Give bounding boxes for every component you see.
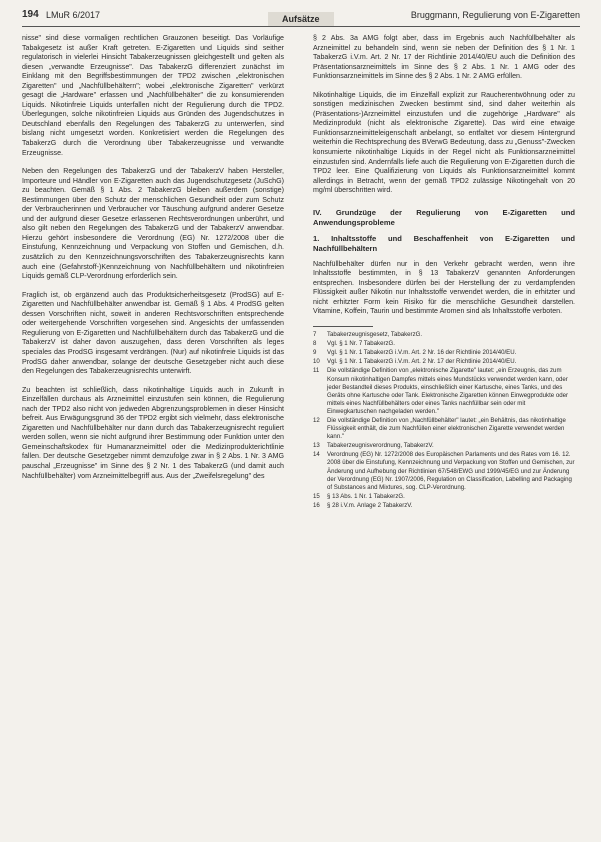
- paragraph: Zu beachten ist schließlich, dass nikotinhaltige Liquids auch in Zukunft in Einzelfällen durchaus als Arzneimittel einzustufen sein können, die Regulierung nach der TPD2 also nicht von jedweden Abgrenzungsproblemen in dieser Hinsicht befreit. Aus Erwägungsgrund 36 der TPD2 ergibt sich vielmehr, dass elektronische Zigaretten und Nachfüllbehälter nur dann durch das Tabakerzeugnisrecht reguliert werden sollen, wenn sie nicht aufgrund ihrer Bestimmung oder Funktion unter den Gemeinschaftskodex für Humanarzneimittel oder die Medizinprodukterichtlinie fallen. Der deutsche Gesetzgeber nimmt demzufolge zwar in § 2 Abs. 1 Nr. 3 AMG pauschal „Erzeugnisse" im Sinne des § 2 Nr. 1 des TabakerzG (und damit auch Nachfüllbehälter) vom Arzneimittelbegriff aus. Aus der „Zweifelsregelung" des: [22, 385, 284, 480]
- footnotes: [313, 331, 575, 510]
- footnote: [313, 451, 575, 491]
- paragraph: Nachfüllbehälter dürfen nur in den Verkehr gebracht werden, wenn ihre Inhaltsstoffe bestimmten, in § 13 TabakerzV genannten Anforderungen entsprechen. Insbesondere dürfen bei der Herstellung der zu verdampfenden Flüssigkeit außer Nikotin nur Inhaltsstoffe verwendet werden, die in erhitzter und nicht erhitzter Form kein Risiko für die menschliche Gesundheit darstellen. Vitamine, Koffein, Taurin und bestimmte Aromen sind als Inhaltsstoffe verboten.: [313, 259, 575, 316]
- footnote-number: 8: [313, 340, 317, 348]
- footnote: [313, 502, 575, 510]
- right-column: [313, 34, 575, 511]
- footnote-text: Vgl. § 1 Nr. 7 TabakerzG.: [327, 340, 395, 348]
- footnote-text: Verordnung (EG) Nr. 1272/2008 des Europäischen Parlaments und des Rates vom 16. 12. 2008 über die Einstufung, Kennzeichnung und Verpackung von Stoffen und Gemischen, zur Änderung und Aufhebung der Richtlinien 67/548/EWG und 1999/45/EG und zur Änderung der Verordnung (EG) Nr. 1907/2006, Regulation on Classification, Labelling and Packaging of Substances and Mixtures, sog. CLP-Verordnung.: [327, 451, 575, 491]
- footnote-text: Vgl. § 1 Nr. 1 TabakerzG i.V.m. Art. 2 Nr. 16 der Richtlinie 2014/40/EU.: [327, 349, 517, 357]
- footnote-number: 9: [313, 349, 317, 357]
- footnote-text: Die vollständige Definition von „Nachfüllbehälter" lautet: „ein Behältnis, das nikotinhaltige Flüssigkeit enthält, die zum Nachfüllen einer elektronischen Zigarette verwendet werden kann.": [327, 416, 566, 441]
- journal-name: LMuR 6/2017: [46, 10, 101, 20]
- paragraph: Nikotinhaltige Liquids, die im Einzelfall explizit zur Raucherentwöhnung oder zu sonstigen medizinischen Zwecken bestimmt sind, sind daher weiterhin als (Präsentations-)Arzneimittel einzustufen und die zugehörige „Hardware" als Medizinprodukt (nicht als elektronische Zigarette). Das wird eine etwaige Funktionsarzneimitteleigenschaft anbelangt, so entfaltet vor diesem Hintergrund weiterhin die Rechtsprechung des BVerwG Bedeutung, dass zu „Genuss"-Zwecken konsumierte nikotinhaltige Liquids in der Regel nicht als Funktionsarzneimittel einzustufen sind. Andernfalls liefe auch die Regulierung von E-Zigaretten durch die TPD2 leer. Eine Qualifizierung von Liquids als Funktionsarzneimittel kommt allerdings in Betracht, wenn der gemäß TPD2 zulässige Nikotingehalt von 20 mg/ml überschritten wird.: [313, 90, 575, 195]
- footnote-number: 10: [313, 358, 320, 366]
- running-title: Bruggmann, Regulierung von E-Zigaretten: [410, 10, 580, 20]
- footnote-number: 16: [313, 501, 320, 509]
- footnote-divider: [313, 326, 373, 327]
- footnote-number: 11: [313, 367, 320, 375]
- footnote-number: 7: [313, 331, 317, 339]
- left-column: [22, 34, 284, 490]
- footnote: [313, 417, 575, 441]
- footnote-text: § 13 Abs. 1 Nr. 1 TabakerzG.: [327, 492, 405, 500]
- paragraph: Neben den Regelungen des TabakerzG und der TabakerzV haben Hersteller, Importeure und Händler von E-Zigaretten auch das Jugendschutzgesetz (JuSchG) zu beachten. Gemäß § 1 Abs. 2 TabakerzG bleiben außerdem (sonstige) Bestimmungen über den Schutz der menschlichen Gesundheit oder zum Schutz der Verbraucherinnen und Verbraucher vor Täuschung aufgrund anderer Gesetze und der aufgrund dieser Gesetze erlassenen Rechtsverordnungen unberührt, und also gilt neben den Regelungen des TabakerzG und der TabakerzV anwendbar. Hierzu gehört insbesondere die Verordnung (EG) Nr. 1272/2008 über die Einstufung, Kennzeichnung und Verpackung von Stoffen und Gemischen, d.h. zusätzlich zu den Kennzeichnungsvorschriften des Tabakerzeugnisrechts kann auch eine (Gefahrstoff-)Kennzeichnung von Nachfüllbehältern und nikotinfreien Liquids gemäß CLP-Verordnung erforderlich sein.: [22, 167, 284, 281]
- footnote: [313, 442, 575, 450]
- footnote-text: Vgl. § 1 Nr. 1 TabakerzG i.V.m. Art. 2 Nr. 17 der Richtlinie 2014/40/EU.: [327, 358, 517, 366]
- footnote: [313, 358, 575, 366]
- footnote-number: 12: [313, 416, 320, 424]
- page-header: [22, 8, 580, 27]
- footnote: [313, 331, 575, 339]
- paragraph: Fraglich ist, ob ergänzend auch das Produktsicherheitsgesetz (ProdSG) auf E-Zigaretten und Nachfüllbehälter anwendbar ist. Gemäß § 1 Abs. 4 ProdSG gelten dessen Vorschriften nicht, soweit in anderen Rechtsvorschriften entsprechende oder weitergehende Vorschriften vorgesehen sind. Angesichts der umfassenden Regulierung von E-Zigaretten und Nachfüllbehältern durch das TabakerzG und die TabakerzV ist daher davon auszugehen, dass deren Vorschriften als leges speciales das ProdSG insgesamt verdrängen. (Nur) auf nikotinfreie Liquids ist das ProdSG daher anwendbar, solange der deutsche Gesetzgeber nicht auch diese den Regelungen des Tabakerzeugnisrechts unterwirft.: [22, 290, 284, 376]
- footnote-text: Tabakerzeugnisverordnung, TabakerzV.: [327, 442, 434, 450]
- footnote: [313, 493, 575, 501]
- page-number: 194: [22, 9, 39, 20]
- footnote-text: Die vollständige Definition von „elektronische Zigarette" lautet: „ein Erzeugnis, das zum Konsum nikotinhaltigen Dampfes mittels eines Mundstücks verwendet werden kann, oder jeder Bestandteil dieses Produkts, einschließlich einer Kartusche, eines Tanks, und des Geräts ohne Kartusche oder Tank. Elektronische Zigaretten können Einwegprodukte oder mittels eines Nachfüllbehälters oder eines Tanks nachfüllbar sein oder mit Einwegkartuschen nachgeladen werden.": [327, 367, 569, 415]
- footnote-number: 14: [313, 451, 320, 459]
- footnote-number: 13: [313, 442, 320, 450]
- footnote-number: 15: [313, 492, 320, 500]
- section-label: Aufsätze: [268, 12, 334, 26]
- section-heading: IV. Grundzüge der Regulierung von E-Zigaretten und Anwendungsprobleme: [313, 207, 575, 227]
- footnote: [313, 349, 575, 357]
- paragraph: nisse" sind diese vormaligen rechtlichen Grauzonen beseitigt. Das Vorläufige Tabakgesetz ist außer Kraft getreten. E-Zigaretten und Liquids sind seither regulatorisch in vielerlei Hinsicht Tabakerzeugnissen gleichgestellt und gelten als diesen „verwandte Erzeugnisse". Das TabakerzG differenziert zunächst im Einklang mit den Begriffsbestimmungen der TPD2 zwischen „elektronischen Zigaretten" und „Nachfüllbehältern"; wobei „elektronische Zigaretten" verkürzt gesagt die „Hardware" erfassen und „Nachfüllbehälter" die zu konsumierenden Liquids. Nikotinfreie Liquids unterfallen nicht der Regulierung durch die TPD2. Überlegungen, solche nikotinfreien Liquids aus Gründen des Jugendschutzes in Deutschland ebenfalls den Regelungen des TabakerzG zu unterwerfen, sind bislang nicht umgesetzt worden. Konkretisiert werden die Regelungen des TabakerzG durch die Verordnung über Tabakerzeugnisse und verwandte Erzeugnisse.: [22, 34, 284, 157]
- footnote-text: Tabakerzeugnisgesetz, TabakerzG.: [327, 331, 423, 339]
- footnote: [313, 367, 575, 416]
- subsection-heading: 1. Inhaltsstoffe und Beschaffenheit von E-Zigaretten und Nachfüllbehältern: [313, 233, 575, 253]
- paragraph: § 2 Abs. 3a AMG folgt aber, dass im Ergebnis auch Nachfüllbehälter als Arzneimittel zu behandeln sind, wenn sie neben der Definition des § 1 Nr. 1 TabakerzG i.V.m. Art. 2 Nr. 17 der Richtlinie 2014/40/EU auch die Definition des Präsentationsarzneimittels im Sinne des § 2 Abs. 1 Nr. 1 AMG oder des Funktionsarzneimittels im Sinne des § 2 Abs. 1 Nr. 2 AMG erfüllen.: [313, 34, 575, 81]
- footnote: [313, 340, 575, 348]
- footnote-text: § 28 i.V.m. Anlage 2 TabakerzV.: [327, 501, 413, 509]
